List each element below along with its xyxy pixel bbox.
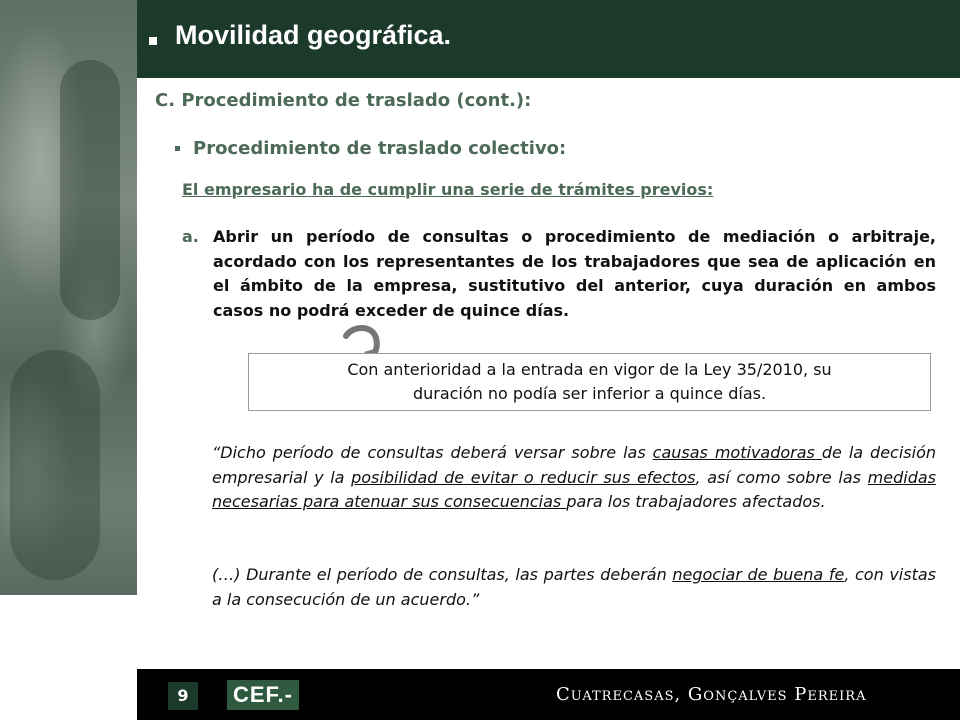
intro-text: El empresario ha de cumplir una serie de trámites previos: (182, 180, 714, 199)
quote-underlined: negociar de buena fe (672, 565, 845, 584)
firm-name: Cuatrecasas, Gonçalves Pereira (556, 684, 867, 705)
list-item-text: Abrir un período de consultas o procedimiento de mediación o arbitraje, acordado con los representantes de los trabajadores que sea de aplicación en el ámbito de la empresa, sustitutivo del anterior, cuya duración en ambos casos no podrá exceder de quince días. (213, 227, 936, 320)
quote-underlined: causas motivadoras (652, 443, 822, 462)
quote-text: , así como sobre las (695, 467, 868, 487)
quote-text: de la decisión empresarial y la (212, 443, 937, 487)
page-number: 9 (168, 682, 198, 710)
quote-underlined: posibilidad de evitar o reducir sus efectos (351, 467, 696, 487)
square-bullet-icon (175, 146, 180, 151)
section-heading: C. Procedimiento de traslado (cont.): (155, 90, 532, 111)
quote-paragraph (212, 563, 936, 612)
subsection-heading: Procedimiento de traslado colectivo: (193, 138, 567, 159)
list-marker: a. (182, 227, 199, 246)
photo-shade (10, 350, 100, 580)
quote-text: , con vistas a la consecución de un acuerdo.” (212, 565, 937, 609)
square-bullet-icon (149, 37, 157, 45)
note-line: duración no podía ser inferior a quince días. (412, 384, 767, 403)
slide-title: Movilidad geográfica. (175, 20, 452, 50)
quote-text: para los trabajadores afectados. (566, 492, 826, 511)
photo-fade (0, 595, 137, 669)
quote-text: (…) Durante el período de consultas, las partes deberán (212, 565, 673, 584)
quote-paragraph (212, 441, 936, 515)
slide-header (137, 0, 960, 78)
photo-shade (60, 60, 120, 320)
quote-underlined: medidas necesarias para atenuar sus consecuencias (212, 467, 936, 511)
side-photo (0, 0, 137, 669)
cef-logo: CEF.- (227, 680, 299, 710)
note-box (248, 353, 931, 411)
note-line: Con anterioridad a la entrada en vigor de la Ley 35/2010, su (347, 360, 832, 379)
quote-text: “Dicho período de consultas deberá versar sobre las (212, 443, 653, 462)
